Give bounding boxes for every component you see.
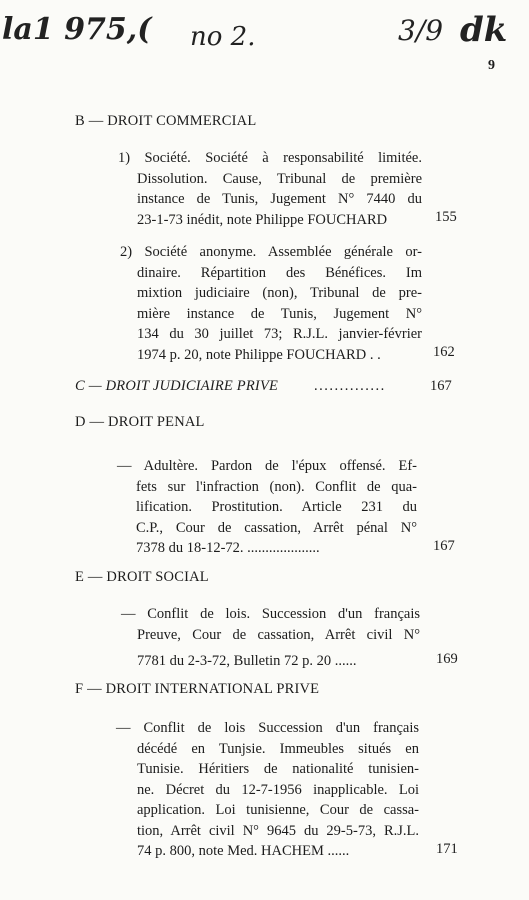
page-number: 9	[488, 58, 495, 73]
page-ref-e: 169	[436, 651, 458, 667]
entry-line: — Conflit de lois Succession d'un français	[116, 720, 419, 736]
entry-line: 2) Société anonyme. Assemblée générale or-	[120, 244, 422, 260]
entry-line: 7781 du 2-3-72, Bulletin 72 p. 20 ......	[137, 653, 357, 669]
page-ref-b1: 155	[435, 209, 457, 225]
entry-b1	[118, 148, 422, 230]
handwritten-number: no 2.	[190, 22, 256, 52]
entry-line: fets sur l'infraction (non). Conflit de qua-	[136, 478, 417, 495]
entry-line: 74 p. 800, note Med. HACHEM ......	[137, 843, 350, 859]
entry-d	[117, 456, 417, 559]
page-ref-f: 171	[436, 841, 458, 857]
handwritten-reference: la1 975,(	[2, 12, 152, 47]
dot-leader-c: ..............	[314, 378, 386, 394]
entry-line: application. Loi tunisienne, Cour de cassa-	[137, 802, 419, 818]
entry-line: Tunisie. Héritiers de nationalité tunisien-	[137, 761, 419, 777]
entry-line: — Adultère. Pardon de l'épux offensé. Ef-	[117, 458, 417, 474]
entry-line: dinaire. Répartition des Bénéfices. Im	[137, 264, 422, 281]
page-ref-d: 167	[433, 538, 455, 554]
entry-line: tion, Arrêt civil N° 9645 du 29-5-73, R.J.L.	[137, 822, 419, 839]
section-title-f: F — DROIT INTERNATIONAL PRIVE	[75, 681, 320, 697]
handwritten-fraction: 3/9	[398, 14, 444, 47]
entry-line: Dissolution. Cause, Tribunal de première	[137, 170, 422, 187]
entry-line: lification. Prostitution. Article 231 du	[136, 499, 417, 515]
page-ref-c: 167	[430, 378, 452, 394]
entry-line: 134 du 30 juillet 73; R.J.L. janvier-février	[137, 326, 422, 342]
entry-line: instance de Tunis, Jugement N° 7440 du	[137, 191, 422, 207]
entry-line: 1) Société. Société à responsabilité limitée.	[118, 150, 422, 166]
entry-e	[121, 604, 420, 672]
entry-f	[116, 718, 419, 862]
entry-line: décédé en Tunjsie. Immeubles situés en	[137, 740, 419, 757]
page-ref-b2: 162	[433, 344, 455, 360]
entry-b2	[120, 242, 422, 365]
entry-line: ne. Décret du 12-7-1956 inapplicable. Loi	[137, 781, 419, 798]
entry-line: mixtion judiciaire (non), Tribunal de pre-	[137, 285, 422, 301]
section-title-e: E — DROIT SOCIAL	[75, 569, 209, 585]
entry-line: mière instance de Tunis, Jugement N°	[137, 305, 422, 322]
handwritten-initials: dk	[460, 10, 508, 50]
entry-line: C.P., Cour de cassation, Arrêt pénal N°	[136, 519, 417, 536]
entry-line: — Conflit de lois. Succession d'un français	[121, 606, 420, 622]
section-title-d: D — DROIT PENAL	[75, 414, 205, 430]
entry-line: 1974 p. 20, note Philippe FOUCHARD . .	[137, 346, 381, 363]
entry-line: Preuve, Cour de cassation, Arrêt civil N°	[137, 626, 420, 643]
entry-line: 23-1-73 inédit, note Philippe FOUCHARD	[137, 211, 388, 228]
entry-line: 7378 du 18-12-72. ....................	[136, 540, 320, 556]
section-title-b: B — DROIT COMMERCIAL	[75, 113, 257, 129]
section-title-c: C — DROIT JUDICIAIRE PRIVE	[75, 378, 279, 394]
